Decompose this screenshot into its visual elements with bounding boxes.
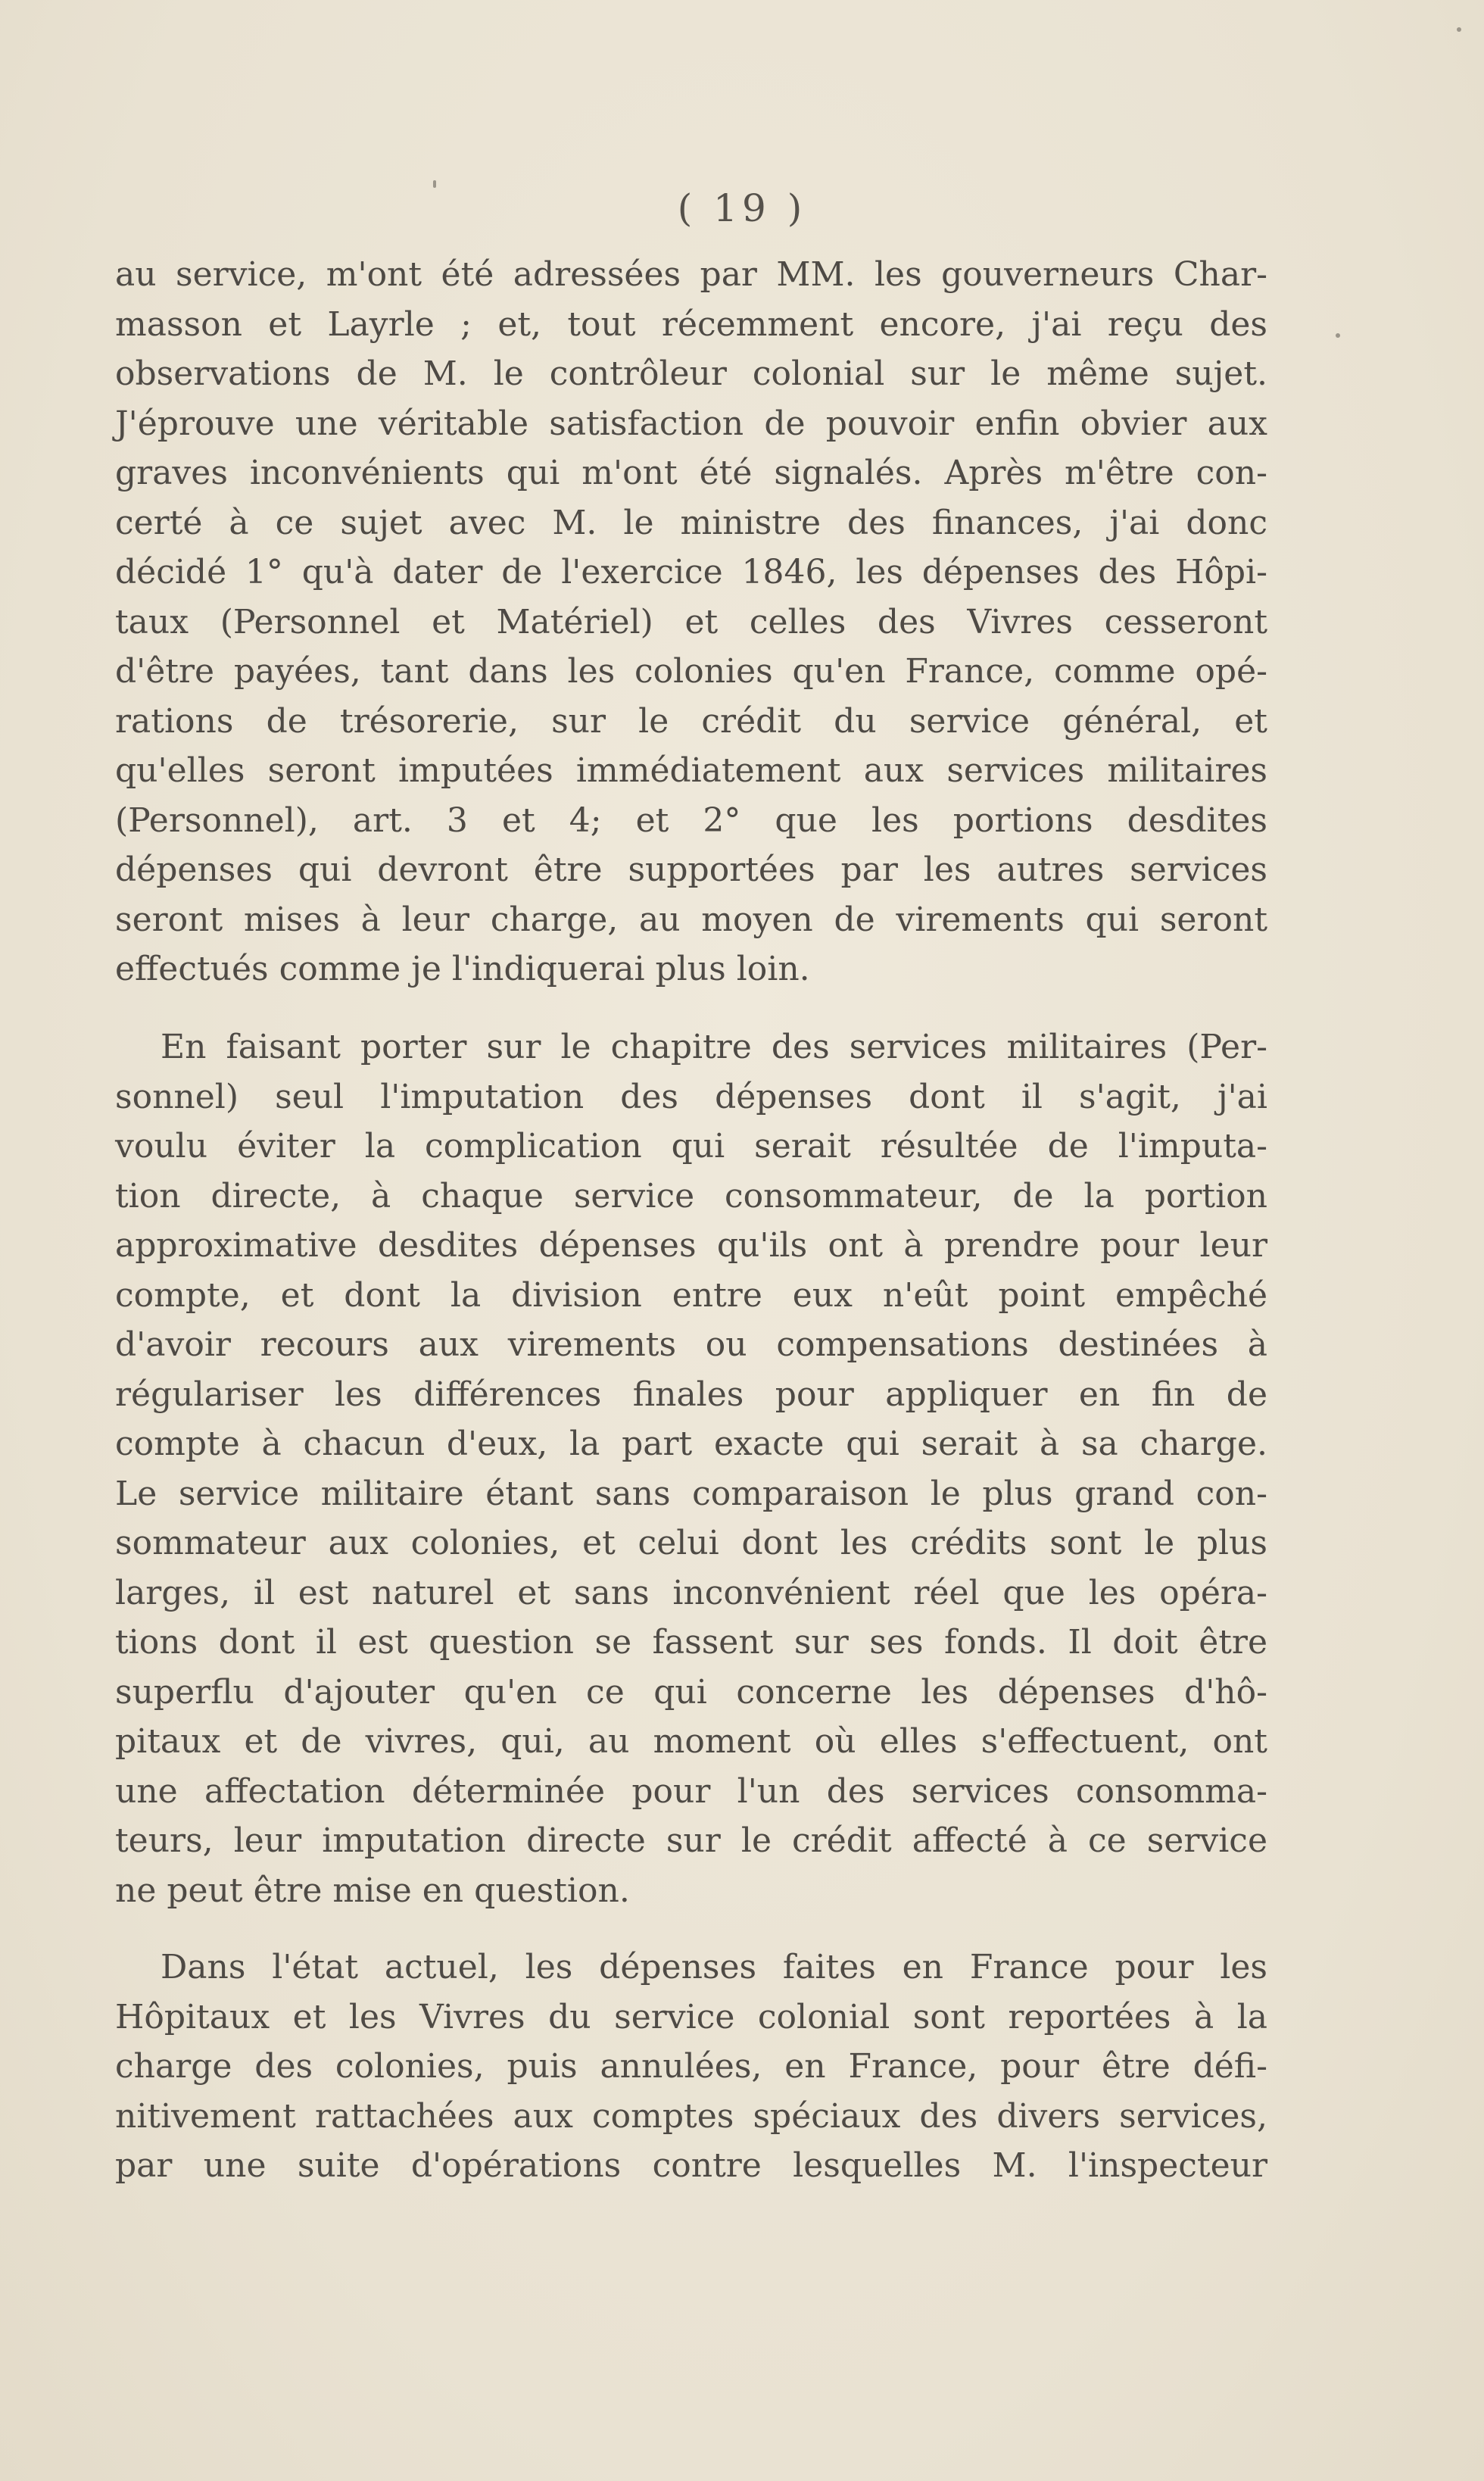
text-line: rations de trésorerie, sur le crédit du service général, et [115,701,1267,741]
text-line: décidé 1° qu'à dater de l'exercice 1846, les dépenses des Hôpi- [115,553,1267,591]
paragraph-3 [115,1943,1267,2191]
paragraph-2 [115,1022,1267,1915]
text-line: compte à chacun d'eux, la part exacte qui serait à sa charge. [115,1425,1267,1463]
text-line: larges, il est naturel et sans inconvénient réel que les opéra- [115,1573,1267,1612]
text-line: sonnel) seul l'imputation des dépenses dont il s'agit, j'ai [115,1077,1267,1116]
text-line: au service, m'ont été adressées par MM. les gouverneurs Char- [115,255,1267,294]
text-line: une affectation déterminée pour l'un des services consomma- [115,1771,1267,1811]
text-line: qu'elles seront imputées immédiatement aux services militaires [115,751,1267,790]
text-line: tion directe, à chaque service consommateur, de la portion [115,1176,1267,1216]
text-line: charge des colonies, puis annulées, en France, pour être défi- [115,2047,1267,2086]
text-line: pitaux et de vivres, qui, au moment où elles s'effectuent, ont [115,1722,1267,1761]
text-line: ne peut être mise en question. [115,1871,630,1910]
text-line: Le service militaire étant sans comparaison le plus grand con- [115,1474,1267,1513]
text-line: approximative desdites dépenses qu'ils ont à prendre pour leur [115,1226,1267,1265]
text-line: teurs, leur imputation directe sur le crédit affecté à ce service [115,1821,1267,1860]
text-line: sommateur aux colonies, et celui dont les crédits sont le plus [115,1524,1267,1562]
paragraph-1 [115,250,1267,994]
text-line: compte, et dont la division entre eux n'eût point empêché [115,1275,1267,1315]
page-number: ( 19 ) [677,186,807,230]
text-line: superflu d'ajouter qu'en ce qui concerne les dépenses d'hô- [115,1672,1267,1712]
text-line: graves inconvénients qui m'ont été signalés. Après m'être con- [115,454,1267,492]
text-line: tions dont il est question se fassent sur ses fonds. Il doit être [115,1623,1267,1662]
text-line: seront mises à leur charge, au moyen de virements qui seront [115,900,1267,939]
text-line: dépenses qui devront être supportées par les autres services [115,850,1267,889]
text-line: (Personnel), art. 3 et 4; et 2° que les portions desdites [115,800,1267,840]
text-line: J'éprouve une véritable satisfaction de pouvoir enfin obvier aux [115,404,1267,443]
text-line: taux (Personnel et Matériel) et celles des Vivres cesseront [115,602,1267,641]
text-line: Dans l'état actuel, les dépenses faites en France pour les [161,1948,1267,1986]
text-line: effectués comme je l'indiquerai plus loin. [115,950,810,988]
paper-speck [1336,333,1340,338]
text-line: par une suite d'opérations contre lesquelles M. l'inspecteur [115,2146,1267,2185]
text-line: certé à ce sujet avec M. le ministre des finances, j'ai donc [115,503,1267,542]
paper-speck [433,180,436,188]
text-line: régulariser les différences finales pour appliquer en fin de [115,1375,1267,1414]
text-line: Hôpitaux et les Vivres du service colonial sont reportées à la [115,1997,1267,2036]
text-line: d'avoir recours aux virements ou compensations destinées à [115,1325,1267,1364]
text-line: masson et Layrle ; et, tout récemment encore, j'ai reçu des [115,304,1267,344]
text-line: d'être payées, tant dans les colonies qu'en France, comme opé- [115,652,1267,691]
text-line: observations de M. le contrôleur colonial sur le même sujet. [115,354,1267,393]
text-line: En faisant porter sur le chapitre des services militaires (Per- [161,1028,1267,1066]
text-line: nitivement rattachées aux comptes spéciaux des divers services, [115,2096,1267,2136]
paper-speck [1457,27,1461,32]
text-line: voulu éviter la complication qui serait résultée de l'imputa- [115,1127,1267,1166]
